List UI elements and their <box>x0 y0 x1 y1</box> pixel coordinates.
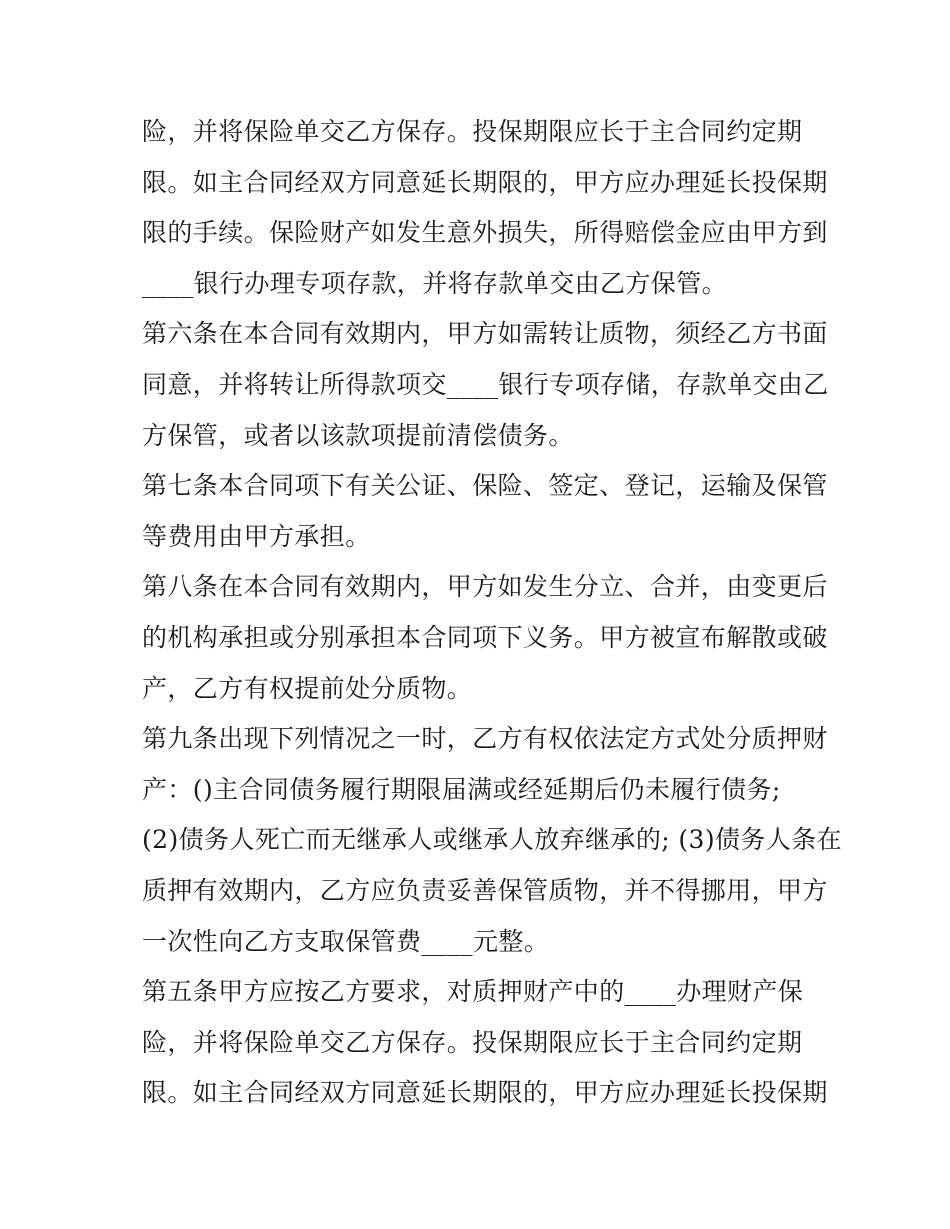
text-line: 产，乙方有权提前处分质物。 <box>142 673 473 703</box>
text-line: 险，并将保险单交乙方保存。投保期限应长于主合同约定期 <box>142 1027 803 1057</box>
clause-7-line: 第七条本合同项下有关公证、保险、签定、登记，运输及保管 <box>142 471 828 501</box>
text-line: 一次性向乙方支取保管费____元整。 <box>142 926 550 956</box>
clause-8-line: 第八条在本合同有效期内，甲方如发生分立、合并，由变更后 <box>142 572 828 602</box>
text-line: 险，并将保险单交乙方保存。投保期限应长于主合同约定期 <box>142 117 803 146</box>
clause-5-line: 第五条甲方应按乙方要求，对质押财产中的____办理财产保 <box>142 977 804 1007</box>
clause-6-line: 第六条在本合同有效期内，甲方如需转让质物，须经乙方书面 <box>142 319 828 349</box>
text-line: ____银行办理专项存款，并将存款单交由乙方保管。 <box>142 268 728 298</box>
text-line: 限。如主合同经双方同意延长期限的，甲方应办理延长投保期 <box>142 1078 828 1108</box>
text-line: 的机构承担或分别承担本合同项下义务。甲方被宣布解散或破 <box>142 622 828 652</box>
contract-text <box>142 107 842 1119</box>
text-line: 等费用由甲方承担。 <box>142 521 371 551</box>
text-line: 产：()主合同债务履行期限届满或经延期后仍未履行债务; <box>142 774 781 804</box>
text-line: 方保管，或者以该款项提前清偿债务。 <box>142 420 574 450</box>
text-line: (2)债务人死亡而无继承人或继承人放弃继承的; (3)债务人条在 <box>142 825 842 855</box>
text-line: 限。如主合同经双方同意延长期限的，甲方应办理延长投保期 <box>142 167 828 197</box>
text-line: 同意，并将转让所得款项交____银行专项存储，存款单交由乙 <box>142 369 829 399</box>
text-line: 质押有效期内，乙方应负责妥善保管质物，并不得挪用，甲方 <box>142 875 828 905</box>
text-line: 限的手续。保险财产如发生意外损失，所得赔偿金应由甲方到 <box>142 218 828 248</box>
clause-9-line: 第九条出现下列情况之一时，乙方有权依法定方式处分质押财 <box>142 724 828 754</box>
